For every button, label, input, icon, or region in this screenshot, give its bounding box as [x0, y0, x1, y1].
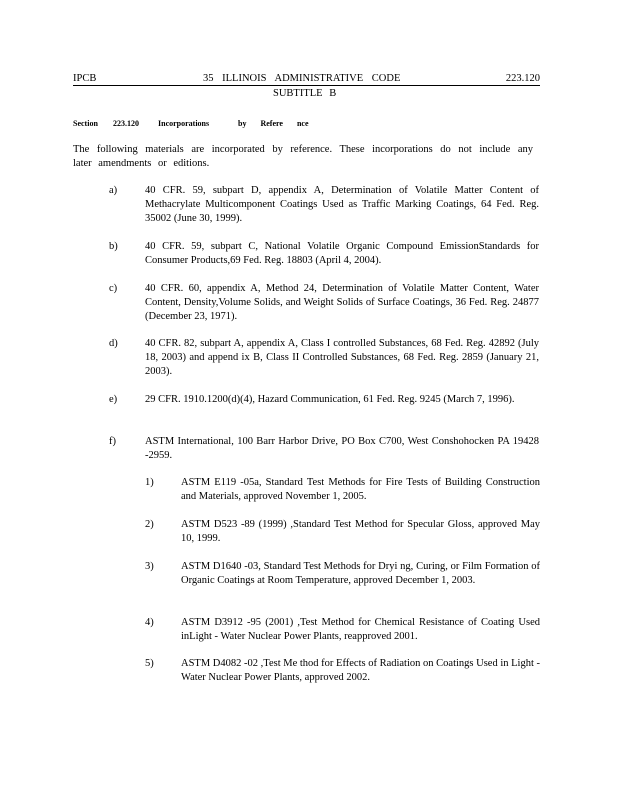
- sub-list-item-label: 3): [145, 561, 154, 572]
- sub-list-item-label: 1): [145, 477, 154, 488]
- sub-list-item-label: 5): [145, 658, 154, 669]
- sub-list-item: [145, 476, 540, 504]
- sub-list-item-text: ASTM D1640 -03, Standard Test Methods for Dryi ng, Curing, or Film Formation of Organic Coatings at Room Temperature, approved December 1, 2003.: [181, 561, 540, 586]
- list-item: [109, 282, 539, 324]
- sub-list-item-text: ASTM D3912 -95 (2001) ,Test Method for Chemical Resistance of Coating Used inLight - Water Nuclear Power Plants, reapproved 2001.: [181, 617, 540, 642]
- sub-list-item-text: ASTM E119 -05a, Standard Test Methods for Fire Tests of Building Construction and Materials, approved November 1, 2005.: [181, 477, 540, 502]
- list-item-text: 29 CFR. 1910.1200(d)(4), Hazard Communication, 61 Fed. Reg. 9245 (March 7, 1996).: [145, 394, 515, 405]
- section-number: 223.120: [113, 119, 139, 128]
- header-subtitle: SUBTITLE B: [273, 88, 337, 99]
- list-item-text: 40 CFR. 59, subpart C, National Volatile Organic Compound EmissionStandards for Consumer Products,69 Fed. Reg. 18803 (April 4, 2004).: [145, 241, 539, 266]
- list-item-label: e): [109, 394, 118, 405]
- sub-list-item: [145, 518, 540, 546]
- list-item: [109, 337, 539, 379]
- list-item-text: 40 CFR. 82, subpart A, appendix A, Class I controlled Substances, 68 Fed. Reg. 42892 (July 18, 2003) and append ix B, Class II Controlled Substances, 68 Fed. Reg. 2859 (January 21, 2003).: [145, 338, 539, 377]
- sub-list-item-text: ASTM D4082 -02 ,Test Me thod for Effects of Radiation on Coatings Used in Light -Water Nuclear Power Plants, approved 2002.: [181, 658, 540, 683]
- page-header: [73, 72, 540, 86]
- header-agency: IPCB: [73, 73, 97, 84]
- sub-list-item: [145, 657, 540, 685]
- sub-list-item-label: 4): [145, 617, 154, 628]
- list-item-label: f): [109, 436, 116, 447]
- intro-paragraph: The following materials are incorporated by reference. These incorporations do not include any later amendments or editions.: [73, 144, 533, 169]
- sub-list-item-text: ASTM D523 -89 (1999) ,Standard Test Method for Specular Gloss, approved May 10, 1999.: [181, 519, 540, 544]
- header-code-title: 35 ILLINOIS ADMINISTRATIVE CODE: [203, 73, 401, 84]
- section-label: Section: [73, 119, 98, 128]
- list-item-text: ASTM International, 100 Barr Harbor Drive, PO Box C700, West Conshohocken PA 19428 -2959.: [145, 436, 539, 461]
- list-item-text: 40 CFR. 59, subpart D, appendix A, Determination of Volatile Matter Content of Methacrylate Multicomponent Coatings Used as Traffic Marking Coatings, 64 Fed. Reg. 35002 (June 30, 1999).: [145, 185, 539, 224]
- list-item: [109, 184, 539, 226]
- sub-list-item: [145, 560, 540, 588]
- list-item-label: a): [109, 185, 118, 196]
- list-item-label: b): [109, 241, 118, 252]
- header-section-number: 223.120: [505, 73, 540, 84]
- list-item-label: c): [109, 283, 118, 294]
- section-title-part2: by Refere nce: [238, 119, 309, 128]
- list-item-label: d): [109, 338, 118, 349]
- sub-list-item-label: 2): [145, 519, 154, 530]
- list-item: [109, 393, 539, 407]
- list-item: [109, 435, 539, 463]
- list-item: [109, 240, 539, 268]
- sub-list-item: [145, 616, 540, 644]
- section-title-part1: Incorporations: [158, 119, 210, 128]
- list-item-text: 40 CFR. 60, appendix A, Method 24, Determination of Volatile Matter Content, Water Content, Density,Volume Solids, and Weight Solids of Surface Coatings, 36 Fed. Reg. 24877 (December 23, 1971).: [145, 283, 539, 322]
